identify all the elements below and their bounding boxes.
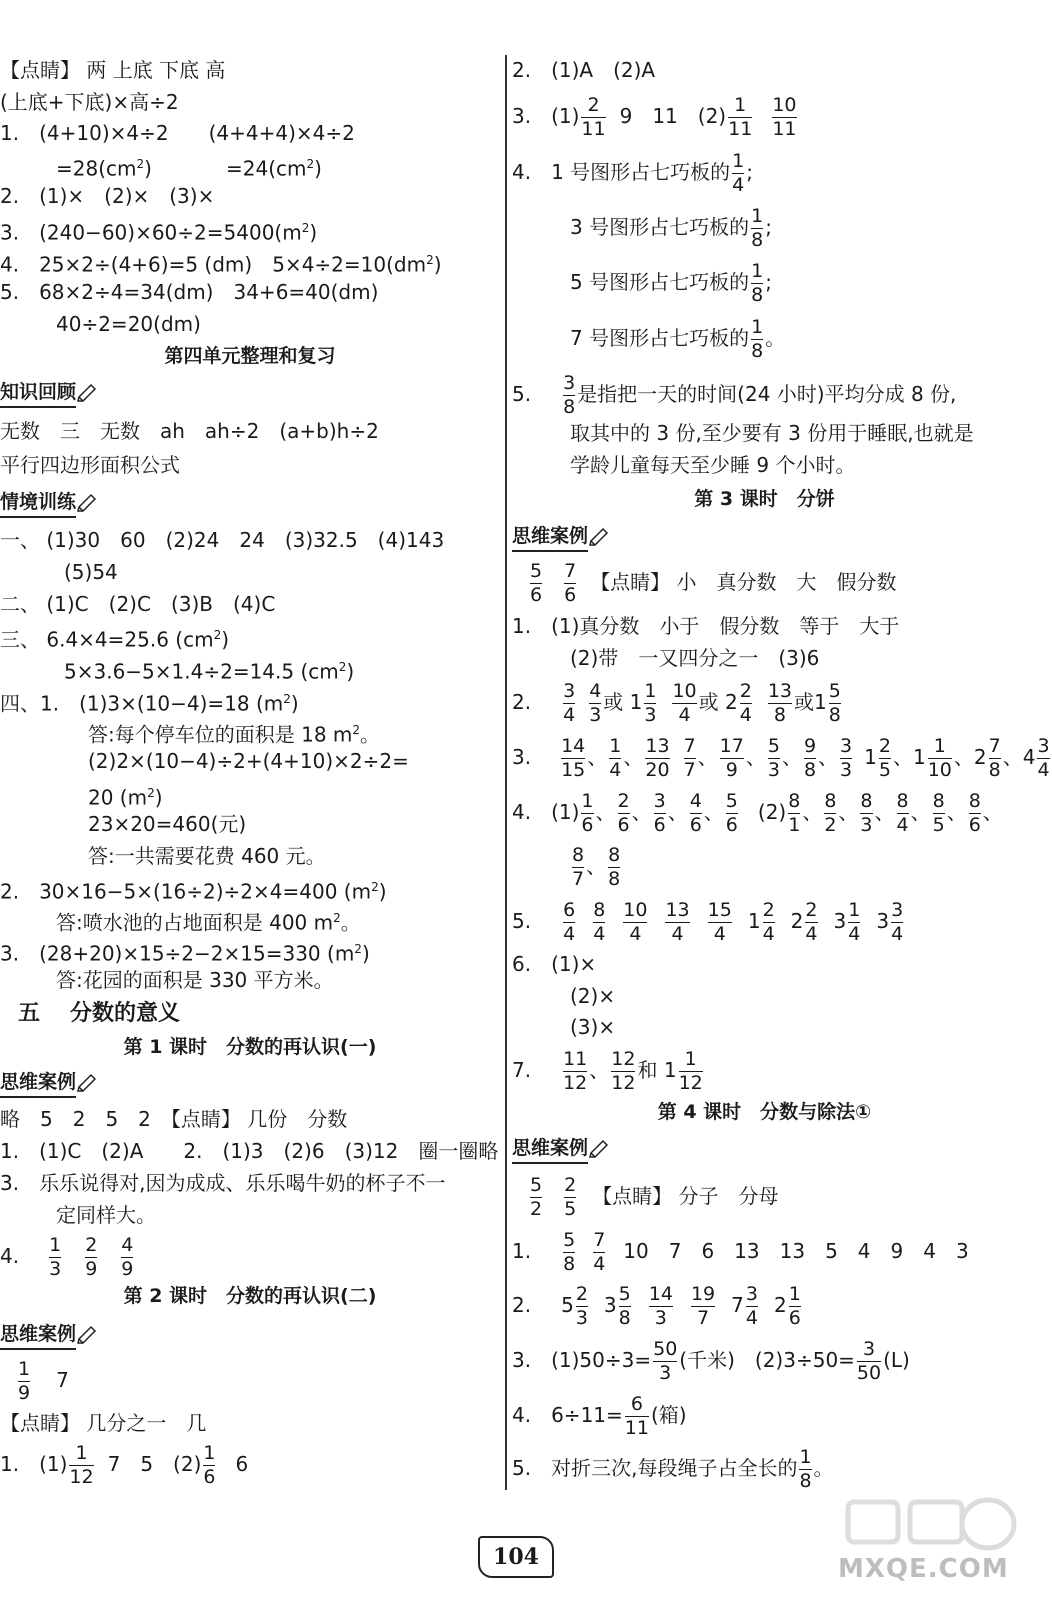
answer-line: 3. (1) $\frac{2}{11}$ 9 11 (2) $\frac{1}{11}$ $\frac{10}{11}$ [512,94,797,140]
answer-line: 1. (1)真分数 小于 假分数 等于 大于 [512,614,900,638]
answer-line: 3. (1)50÷3= $\frac{50}{3}$ (千米) (2)3÷50= $\frac{3}{50}$ (L) [512,1338,910,1384]
answer-line: 6. (1)× [512,952,597,976]
answer-line: 【点睛】 两 上底 下底 高 [0,58,226,82]
answer-line: 4. 1 号图形占七巧板的 $\frac{1}{4}$ ; [512,150,754,196]
answer-line: (2)2×(10−4)÷2+(4+10)×2÷2= [88,749,409,773]
lesson-heading: 第 1 课时 分数的再认识(一) [123,1036,377,1058]
answer-line: 答:每个停车位的面积是 18 $m^2$。 [88,722,381,747]
answer-line: 1. (1)C (2)A 2. (1)3 (2)6 (3)12 圈一圈略 [0,1139,499,1163]
answer-line: (3)× [570,1015,616,1039]
answer-line: $\frac{5}{6}$ $\frac{7}{6}$ 【点睛】 小 真分数 大 假分数 [530,560,897,606]
answer-line: 学龄儿童每天至少睡 9 个小时。 [570,453,856,477]
answer-line: 二、 (1)C (2)C (3)B (4)C [0,592,276,616]
chapter-heading: 五 分数的意义 [18,1001,181,1026]
answer-line: 2. (1)× (2)× (3)× [0,184,215,208]
answer-line: 平行四边形面积公式 [0,453,180,477]
answer-line: 答:喷水池的占地面积是 400 $m^2$。 [56,910,361,935]
answer-line: 5×3.6−5×1.4÷2=14.5 $(cm^2)$ [64,659,355,684]
pencil-book-icon [77,491,99,511]
watermark-text: MXQE.COM [838,1554,1009,1584]
answer-line: 23×20=460(元) [88,812,247,836]
answer-line: (2)× [570,984,616,1008]
answer-line: 3 号图形占七巧板的 $\frac{1}{8}$ ; [570,205,772,251]
answer-line: 5. $\frac{6}{4}$ $\frac{8}{4}$ $\frac{10}{4}$ $\frac{13}{4}$ $\frac{15}{4}$ 1 $\frac{2}{4}$ 2 $\frac{2}{4}$ 3 $\frac{1}{4}$ 3 $\frac{3}{4}$ [512,899,904,945]
answer-line: $\frac{1}{9}$ 7 [18,1358,69,1404]
answer-line: 一、 (1)30 60 (2)24 24 (3)32.5 (4)143 [0,528,445,552]
answer-line: $=28(cm^2)$ [56,156,152,181]
section-label: 思维案例 [0,1320,99,1350]
pencil-book-icon [589,525,611,545]
lesson-heading: 第 3 课时 分饼 [694,488,835,510]
answer-line: (2)带 一又四分之一 (3)6 [570,646,820,670]
answer-line: 1. (4+10)×4÷2 (4+4+4)×4÷2 [0,121,355,145]
answer-line: 定同样大。 [56,1203,156,1227]
answer-line: $\frac{8}{7}$ 、 $\frac{8}{8}$ [572,844,621,890]
answer-line: (5)54 [64,560,118,584]
answer-line: 三、 6.4×4=25.6 $(cm^2)$ [0,627,230,652]
pencil-book-icon [77,1071,99,1091]
answer-line: 1. $\frac{5}{8}$ $\frac{7}{4}$ 10 7 6 13 13 5 4 9 4 3 [512,1229,969,1275]
page-number: 104 [478,1536,554,1578]
answer-line: 四、1. (1)3×(10−4)=18 $(m^2)$ [0,691,299,716]
column-divider [505,55,507,1490]
answer-line: 4. (1) $\frac{1}{6}$ 、 $\frac{2}{6}$ 、 $\frac{3}{6}$ 、 $\frac{4}{6}$ 、 $\frac{5}{6}$ (2) $\frac{8}{1}$ 、 $\frac{8}{2}$ 、 $\frac{8}{3}$ 、 $\frac{8}{4}$ 、 $\frac{8}{5}$ 、 $\frac{8}{6}$ 、 [512,790,1003,836]
answer-line: 3. 乐乐说得对,因为成成、乐乐喝牛奶的杯子不一 [0,1171,446,1195]
answer-line: 答:一共需要花费 460 元。 [88,844,326,868]
answer-line: 40÷2=20(dm) [56,312,201,336]
pencil-book-icon [589,1137,611,1157]
section-label: 思维案例 [512,522,611,552]
answer-line: 2. (1)A (2)A [512,58,656,82]
answer-line: 3. (28+20)×15÷2−2×15=330 $(m^2)$ [0,941,370,966]
answer-line: 4. 25×2÷(4+6)=5 (dm) $5\times 4\div 2=10(dm^2)$ [0,252,442,277]
answer-line: 20 $(m^2)$ [88,785,163,810]
lesson-heading: 第 2 课时 分数的再认识(二) [123,1285,377,1307]
answer-line: 取其中的 3 份,至少要有 3 份用于睡眠,也就是 [570,421,974,445]
section-label: 思维案例 [0,1068,99,1098]
section-heading: 第四单元整理和复习 [164,345,336,367]
answer-line: 略 5 2 5 2 【点睛】 几份 分数 [0,1107,348,1131]
answer-line: 4. $\frac{1}{3}$ $\frac{2}{9}$ $\frac{4}{9}$ [0,1234,134,1280]
answer-line: 无数 三 无数 ah ah÷2 (a+b)h÷2 [0,419,379,443]
answer-line: 5. $\frac{3}{8}$ 是指把一天的时间(24 小时)平均分成 8 份, [512,372,957,418]
answer-line: 2. $\frac{3}{4}$ $\frac{4}{3}$ 或 1 $\frac{1}{3}$ $\frac{10}{4}$ 或 2 $\frac{2}{4}$ $\frac{13}{8}$ 或1 $\frac{5}{8}$ [512,680,841,726]
answer-line: 答:花园的面积是 330 平方米。 [56,968,334,992]
section-label: 情境训练 [0,488,99,518]
answer-line: 7 号图形占七巧板的 $\frac{1}{8}$ 。 [570,316,786,362]
answer-line: $\frac{5}{2}$ $\frac{2}{5}$ 【点睛】 分子 分母 [530,1174,779,1220]
pencil-book-icon [77,381,99,401]
answer-line: 7. $\frac{11}{12}$ 、 $\frac{12}{12}$ 和 1 $\frac{1}{12}$ [512,1048,703,1094]
answer-line: (上底+下底)×高÷2 [0,90,179,114]
section-label: 思维案例 [512,1134,611,1164]
answer-line: 【点睛】 几分之一 几 [0,1411,207,1435]
answer-line: 2. 30×16−5×(16÷2)÷2×4=400 $(m^2)$ [0,879,387,904]
answer-line: 1. (1) $\frac{1}{12}$ 7 5 (2) $\frac{1}{6}$ 6 [0,1442,249,1488]
answer-line: 2. 5 $\frac{2}{3}$ 3 $\frac{5}{8}$ $\frac{14}{3}$ $\frac{19}{7}$ 7 $\frac{3}{4}$ 2 $\frac{1}{6}$ [512,1283,801,1329]
answer-line: 5. 对折三次,每段绳子占全长的 $\frac{1}{8}$ 。 [512,1446,834,1492]
lesson-heading: 第 4 课时 分数与除法① [657,1101,872,1123]
answer-line: 3. $(240-60)\times 60\div 2=5400(m^2)$ [0,220,318,245]
answer-line: 5. 68×2÷4=34(dm) 34+6=40(dm) [0,280,379,304]
pencil-book-icon [77,1323,99,1343]
section-label: 知识回顾 [0,378,99,408]
answer-line: 3. $\frac{14}{15}$ 、 $\frac{1}{4}$ 、 $\frac{13}{20}$ $\frac{7}{7}$ 、 $\frac{17}{9}$ 、 $\frac{5}{3}$ 、 $\frac{9}{8}$ 、 $\frac{3}{3}$ 1 $\frac{2}{5}$ 、1 $\frac{1}{10}$ 、2 $\frac{7}{8}$ 、4 $\frac{3}{4}$ [512,735,1050,781]
answer-line: $=24(cm^2)$ [226,156,322,181]
answer-line: 4. 6÷11= $\frac{6}{11}$ (箱) [512,1393,687,1439]
answer-line: 5 号图形占七巧板的 $\frac{1}{8}$ ; [570,260,772,306]
